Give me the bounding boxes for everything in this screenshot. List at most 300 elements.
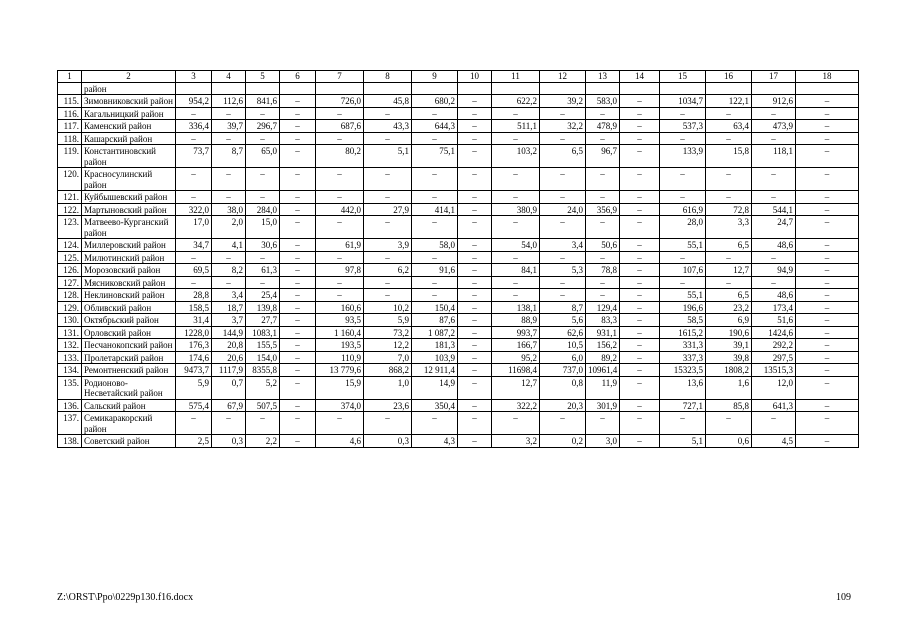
value-cell: 55,1 (660, 239, 706, 252)
table-row (58, 314, 859, 327)
value-cell: 95,2 (492, 351, 540, 364)
value-cell: 158,5 (176, 301, 212, 314)
district-name-cell: Мартыновский район (82, 203, 176, 216)
row-number-cell: 121. (58, 191, 82, 204)
value-cell: 912,6 (752, 95, 796, 108)
value-cell: 301,9 (586, 399, 620, 412)
value-cell: – (540, 191, 586, 204)
table-row (58, 264, 859, 277)
value-cell: – (586, 216, 620, 239)
value-cell (412, 82, 458, 95)
value-cell: 954,2 (176, 95, 212, 108)
value-cell: – (458, 191, 492, 204)
value-cell: 85,8 (706, 399, 752, 412)
column-header-8: 8 (364, 71, 412, 83)
value-cell: 726,0 (316, 95, 364, 108)
value-cell (660, 82, 706, 95)
column-header-15: 15 (660, 71, 706, 83)
column-header-6: 6 (280, 71, 316, 83)
value-cell: – (364, 276, 412, 289)
district-name-cell: Кагальницкий район (82, 107, 176, 120)
value-cell: 544,1 (752, 203, 796, 216)
value-cell: – (492, 251, 540, 264)
value-cell: – (280, 168, 316, 191)
value-cell: 103,9 (412, 351, 458, 364)
value-cell: – (364, 191, 412, 204)
value-cell: – (364, 216, 412, 239)
row-number-cell: 136. (58, 399, 82, 412)
page-number: 109 (836, 592, 851, 603)
value-cell: 336,4 (176, 120, 212, 133)
value-cell: 3,4 (212, 289, 246, 302)
value-cell: – (280, 339, 316, 352)
value-cell: – (316, 168, 364, 191)
value-cell: – (796, 276, 859, 289)
value-cell: 284,0 (246, 203, 280, 216)
value-cell: 12 911,4 (412, 364, 458, 377)
value-cell: 181,3 (412, 339, 458, 352)
row-number-cell: 125. (58, 251, 82, 264)
value-cell: – (796, 435, 859, 448)
table-row (58, 82, 859, 95)
value-cell: – (620, 95, 660, 108)
value-cell: – (492, 276, 540, 289)
value-cell: 8,7 (212, 145, 246, 168)
district-name-cell: Ремонтненский район (82, 364, 176, 377)
value-cell: 1228,0 (176, 326, 212, 339)
value-cell: 1 160,4 (316, 326, 364, 339)
value-cell: – (316, 191, 364, 204)
row-number-cell: 138. (58, 435, 82, 448)
value-cell: 841,6 (246, 95, 280, 108)
district-name-cell: Красносулинский район (82, 168, 176, 191)
value-cell: 1424,6 (752, 326, 796, 339)
value-cell: – (620, 301, 660, 314)
value-cell: 3,3 (706, 216, 752, 239)
table-row (58, 191, 859, 204)
value-cell: 45,8 (364, 95, 412, 108)
value-cell: – (752, 251, 796, 264)
value-cell: – (620, 351, 660, 364)
value-cell: – (706, 132, 752, 145)
value-cell: – (364, 289, 412, 302)
value-cell: – (620, 132, 660, 145)
value-cell: – (364, 168, 412, 191)
value-cell: 39,1 (706, 339, 752, 352)
value-cell: 144,9 (212, 326, 246, 339)
value-cell: 11698,4 (492, 364, 540, 377)
value-cell: – (660, 168, 706, 191)
value-cell: 150,4 (412, 301, 458, 314)
value-cell: – (458, 364, 492, 377)
value-cell: – (280, 412, 316, 435)
row-number-cell: 118. (58, 132, 82, 145)
value-cell: 507,5 (246, 399, 280, 412)
value-cell: 154,0 (246, 351, 280, 364)
value-cell: – (364, 132, 412, 145)
value-cell: – (620, 376, 660, 399)
row-number-cell: 122. (58, 203, 82, 216)
district-name-cell: Кашарский район (82, 132, 176, 145)
value-cell: 356,9 (586, 203, 620, 216)
value-cell: – (458, 251, 492, 264)
value-cell: – (458, 289, 492, 302)
value-cell: – (796, 399, 859, 412)
value-cell: 10,2 (364, 301, 412, 314)
value-cell: 156,2 (586, 339, 620, 352)
value-cell: 112,6 (212, 95, 246, 108)
value-cell: – (280, 239, 316, 252)
value-cell: 4,6 (316, 435, 364, 448)
value-cell: 61,9 (316, 239, 364, 252)
value-cell: – (458, 239, 492, 252)
value-cell: 30,6 (246, 239, 280, 252)
value-cell: 10961,4 (586, 364, 620, 377)
row-number-cell: 115. (58, 95, 82, 108)
value-cell: 139,8 (246, 301, 280, 314)
value-cell: 296,7 (246, 120, 280, 133)
value-cell: 51,6 (752, 314, 796, 327)
table-row (58, 132, 859, 145)
value-cell: 331,3 (660, 339, 706, 352)
value-cell: 322,2 (492, 399, 540, 412)
value-cell: 58,5 (660, 314, 706, 327)
district-name-cell: Родионово-Несветайский район (82, 376, 176, 399)
value-cell: – (316, 412, 364, 435)
value-cell: – (706, 412, 752, 435)
value-cell: – (212, 132, 246, 145)
value-cell: 575,4 (176, 399, 212, 412)
value-cell: – (364, 412, 412, 435)
value-cell: – (620, 239, 660, 252)
value-cell: 1,0 (364, 376, 412, 399)
value-cell: – (280, 276, 316, 289)
value-cell: 0,3 (212, 435, 246, 448)
row-number-cell: 116. (58, 107, 82, 120)
value-cell: – (246, 107, 280, 120)
value-cell: 2,2 (246, 435, 280, 448)
column-header-1: 1 (58, 71, 82, 83)
value-cell: – (796, 107, 859, 120)
value-cell: – (316, 107, 364, 120)
value-cell: – (458, 351, 492, 364)
value-cell: – (586, 132, 620, 145)
value-cell: 173,4 (752, 301, 796, 314)
value-cell: 96,7 (586, 145, 620, 168)
value-cell: – (280, 326, 316, 339)
value-cell: – (796, 264, 859, 277)
value-cell: 48,6 (752, 289, 796, 302)
district-name-cell: Пролетарский район (82, 351, 176, 364)
value-cell: 28,8 (176, 289, 212, 302)
table-row (58, 239, 859, 252)
table-row (58, 326, 859, 339)
value-cell: – (316, 132, 364, 145)
value-cell (458, 82, 492, 95)
value-cell: 160,6 (316, 301, 364, 314)
column-header-18: 18 (796, 71, 859, 83)
value-cell: 868,2 (364, 364, 412, 377)
value-cell: – (796, 168, 859, 191)
value-cell: 1 087,2 (412, 326, 458, 339)
value-cell: 97,8 (316, 264, 364, 277)
value-cell: 11,9 (586, 376, 620, 399)
value-cell: 680,2 (412, 95, 458, 108)
value-cell: 196,6 (660, 301, 706, 314)
value-cell: 12,7 (492, 376, 540, 399)
value-cell: – (620, 412, 660, 435)
value-cell: 61,3 (246, 264, 280, 277)
district-name-cell: Миллеровский район (82, 239, 176, 252)
value-cell: 13 779,6 (316, 364, 364, 377)
value-cell: – (796, 239, 859, 252)
value-cell: 80,2 (316, 145, 364, 168)
value-cell: 3,0 (586, 435, 620, 448)
value-cell (620, 82, 660, 95)
value-cell: 3,4 (540, 239, 586, 252)
value-cell: – (246, 191, 280, 204)
value-cell: – (412, 289, 458, 302)
value-cell: – (796, 351, 859, 364)
value-cell (706, 82, 752, 95)
value-cell: – (458, 435, 492, 448)
value-cell: 993,7 (492, 326, 540, 339)
value-cell: – (280, 145, 316, 168)
value-cell: 24,0 (540, 203, 586, 216)
value-cell: 322,0 (176, 203, 212, 216)
value-cell: – (586, 289, 620, 302)
value-cell: – (280, 132, 316, 145)
value-cell: – (280, 120, 316, 133)
value-cell: 87,6 (412, 314, 458, 327)
value-cell: 122,1 (706, 95, 752, 108)
row-number-cell: 134. (58, 364, 82, 377)
value-cell: – (752, 132, 796, 145)
value-cell (212, 82, 246, 95)
value-cell: 193,5 (316, 339, 364, 352)
value-cell: – (458, 399, 492, 412)
value-cell: – (246, 168, 280, 191)
row-number-cell: 128. (58, 289, 82, 302)
value-cell: 0,6 (706, 435, 752, 448)
value-cell: 65,0 (246, 145, 280, 168)
value-cell: – (660, 107, 706, 120)
table-row (58, 399, 859, 412)
value-cell: 13,6 (660, 376, 706, 399)
value-cell: 15323,5 (660, 364, 706, 377)
value-cell: – (620, 435, 660, 448)
value-cell: 18,7 (212, 301, 246, 314)
value-cell: – (752, 107, 796, 120)
value-cell: – (280, 264, 316, 277)
value-cell: 27,9 (364, 203, 412, 216)
value-cell: 2,0 (212, 216, 246, 239)
value-cell: 473,9 (752, 120, 796, 133)
value-cell: – (796, 301, 859, 314)
row-number-cell: 119. (58, 145, 82, 168)
district-name-cell: Зимовниковский район (82, 95, 176, 108)
value-cell: 50,6 (586, 239, 620, 252)
value-cell: – (796, 145, 859, 168)
value-cell: 442,0 (316, 203, 364, 216)
value-cell: 297,5 (752, 351, 796, 364)
value-cell: 8,2 (212, 264, 246, 277)
value-cell: 155,5 (246, 339, 280, 352)
value-cell: 93,5 (316, 314, 364, 327)
value-cell: – (620, 251, 660, 264)
value-cell: 6,0 (540, 351, 586, 364)
value-cell: 5,6 (540, 314, 586, 327)
value-cell: 9473,7 (176, 364, 212, 377)
row-number-cell: 126. (58, 264, 82, 277)
row-number-cell: 117. (58, 120, 82, 133)
value-cell (246, 82, 280, 95)
value-cell: 28,0 (660, 216, 706, 239)
value-cell: – (458, 376, 492, 399)
value-cell: – (586, 191, 620, 204)
column-header-3: 3 (176, 71, 212, 83)
district-name-cell: Мясниковский район (82, 276, 176, 289)
value-cell: 13515,3 (752, 364, 796, 377)
value-cell: – (212, 191, 246, 204)
table-header-row (58, 71, 859, 83)
value-cell: – (280, 435, 316, 448)
value-cell: – (492, 132, 540, 145)
value-cell: – (280, 251, 316, 264)
value-cell: 20,6 (212, 351, 246, 364)
value-cell: – (246, 412, 280, 435)
table-row (58, 435, 859, 448)
table-row (58, 376, 859, 399)
value-cell: 133,9 (660, 145, 706, 168)
value-cell: 4,1 (212, 239, 246, 252)
value-cell: 94,9 (752, 264, 796, 277)
value-cell: – (212, 412, 246, 435)
value-cell: 174,6 (176, 351, 212, 364)
table-row (58, 145, 859, 168)
value-cell: – (796, 216, 859, 239)
value-cell: 110,9 (316, 351, 364, 364)
column-header-11: 11 (492, 71, 540, 83)
district-name-cell: Семикаракорский район (82, 412, 176, 435)
value-cell: – (246, 132, 280, 145)
value-cell: – (492, 216, 540, 239)
value-cell: 1083,1 (246, 326, 280, 339)
value-cell: – (280, 399, 316, 412)
value-cell: 62,6 (540, 326, 586, 339)
row-number-cell: 137. (58, 412, 82, 435)
value-cell: 89,2 (586, 351, 620, 364)
value-cell: – (492, 289, 540, 302)
value-cell: 0,3 (364, 435, 412, 448)
value-cell: 17,0 (176, 216, 212, 239)
value-cell: – (316, 276, 364, 289)
value-cell: – (796, 326, 859, 339)
value-cell: 10,5 (540, 339, 586, 352)
value-cell: – (660, 276, 706, 289)
value-cell: – (620, 326, 660, 339)
value-cell: – (620, 276, 660, 289)
value-cell: 511,1 (492, 120, 540, 133)
value-cell: 107,6 (660, 264, 706, 277)
district-name-cell: Каменский район (82, 120, 176, 133)
value-cell: 6,5 (706, 239, 752, 252)
value-cell: 72,8 (706, 203, 752, 216)
value-cell: 1117,9 (212, 364, 246, 377)
value-cell: – (364, 251, 412, 264)
column-header-16: 16 (706, 71, 752, 83)
value-cell: 63,4 (706, 120, 752, 133)
row-number-cell: 133. (58, 351, 82, 364)
value-cell: – (540, 168, 586, 191)
value-cell: – (540, 132, 586, 145)
value-cell: 0,2 (540, 435, 586, 448)
value-cell: 48,6 (752, 239, 796, 252)
value-cell: 292,2 (752, 339, 796, 352)
value-cell: 3,9 (364, 239, 412, 252)
value-cell: – (458, 276, 492, 289)
value-cell: 737,0 (540, 364, 586, 377)
value-cell: – (796, 364, 859, 377)
value-cell: – (458, 95, 492, 108)
table-row (58, 203, 859, 216)
district-name-cell: Обливский район (82, 301, 176, 314)
value-cell: 1034,7 (660, 95, 706, 108)
value-cell: 380,9 (492, 203, 540, 216)
district-name-cell: Милютинский район (82, 251, 176, 264)
value-cell: 5,1 (364, 145, 412, 168)
value-cell: 31,4 (176, 314, 212, 327)
value-cell: 0,7 (212, 376, 246, 399)
value-cell: 69,5 (176, 264, 212, 277)
value-cell: 7,0 (364, 351, 412, 364)
district-name-cell: Орловский район (82, 326, 176, 339)
value-cell: – (620, 314, 660, 327)
value-cell: – (660, 412, 706, 435)
value-cell: 39,7 (212, 120, 246, 133)
value-cell: – (458, 264, 492, 277)
column-header-2: 2 (82, 71, 176, 83)
value-cell: 176,3 (176, 339, 212, 352)
column-header-14: 14 (620, 71, 660, 83)
value-cell: – (620, 107, 660, 120)
row-number-cell: 127. (58, 276, 82, 289)
value-cell: 641,3 (752, 399, 796, 412)
value-cell: – (280, 301, 316, 314)
table-body (58, 82, 859, 447)
value-cell: – (796, 132, 859, 145)
value-cell: 1615,2 (660, 326, 706, 339)
value-cell: 6,9 (706, 314, 752, 327)
value-cell: – (458, 145, 492, 168)
value-cell: – (752, 191, 796, 204)
value-cell: 91,6 (412, 264, 458, 277)
value-cell: 644,3 (412, 120, 458, 133)
table-row (58, 339, 859, 352)
column-header-17: 17 (752, 71, 796, 83)
value-cell: – (458, 326, 492, 339)
value-cell (796, 82, 859, 95)
value-cell: – (586, 168, 620, 191)
value-cell: – (280, 314, 316, 327)
value-cell: 25,4 (246, 289, 280, 302)
value-cell: – (492, 168, 540, 191)
value-cell: – (660, 132, 706, 145)
column-header-7: 7 (316, 71, 364, 83)
value-cell: 15,8 (706, 145, 752, 168)
value-cell: – (212, 251, 246, 264)
value-cell: – (246, 276, 280, 289)
